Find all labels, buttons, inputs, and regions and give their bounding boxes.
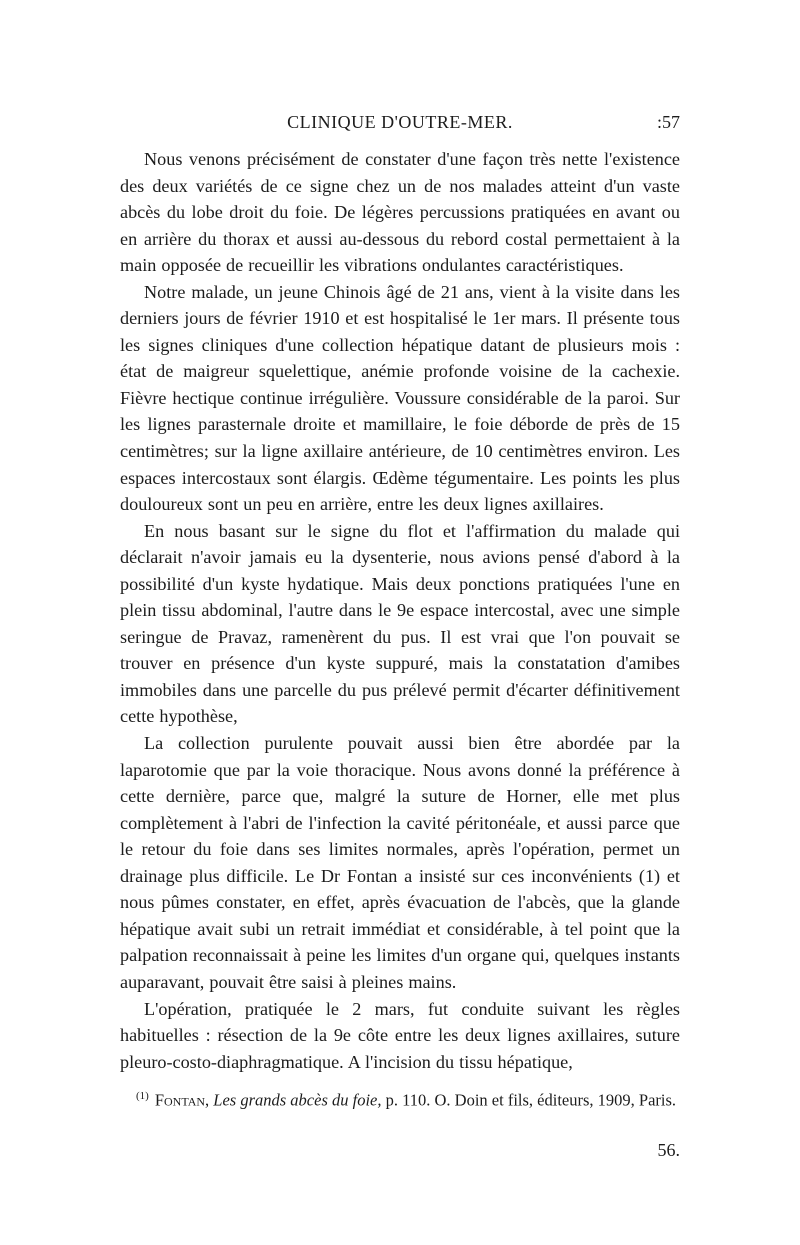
page-header: [120, 112, 680, 142]
footnote-title: Les grands abcès du foie,: [213, 1090, 382, 1110]
paragraph: Notre malade, un jeune Chinois âgé de 21 ans, vient à la visite dans les derniers jours de février 1910 et est hospitalisé le 1er mars. Il présente tous les signes cliniques d'une collection hépatique datant de plusieurs mois : état de maigreur squelettique, anémie profonde voisine de la cachexie. Fièvre hectique continue irrégulière. Voussure considérable de la paroi. Sur les lignes parasternale droite et mamillaire, le foie déborde de près de 15 centimètres; sur la ligne axillaire antérieure, de 10 centimètres environ. Les espaces intercostaux sont élargis. Œdème tégumentaire. Les points les plus douloureux sont un peu en arrière, entre les deux lignes axillaires.: [120, 281, 680, 515]
paragraph: La collection purulente pouvait aussi bien être abordée par la laparotomie que par la voie thoracique. Nous avons donné la préférence à cette dernière, parce que, malgré la suture de Horner, elle met plus complètement à l'abri de l'infection la cavité péritonéale, et aussi parce que le retour du foie dans ses limites normales, après l'opération, permet un drainage plus difficile. Le Dr Fontan a insisté sur ces inconvénients (1) et nous pûmes constater, en effet, après évacuation de l'abcès, que la glande hépatique avait subi un retrait immédiat et considérable, à tel point que la palpation reconnaissait à peine les limites d'un organe qui, quelques instants auparavant, pouvait être saisi à pleines mains.: [120, 733, 680, 992]
running-title: CLINIQUE D'OUTRE-MER.: [287, 112, 513, 132]
footnote-marker: (1): [136, 1090, 149, 1102]
footnote-author: Fontan,: [154, 1090, 210, 1110]
sheet-number: 56.: [657, 1140, 680, 1160]
body-text: [120, 146, 680, 1075]
footnote: [120, 1084, 680, 1113]
paragraph: En nous basant sur le signe du flot et l'affirmation du malade qui déclarait n'avoir jamais eu la dysenterie, nous avions pensé d'abord à la possibilité d'un kyste hydatique. Mais deux ponctions pratiquées l'une en plein tissu abdominal, l'autre dans le 9e espace intercostal, avec une simple seringue de Pravaz, ramenèrent du pus. Il est vrai que l'on pouvait se trouver en présence d'un kyste suppuré, mais la constatation d'amibes immobiles dans une parcelle du pus prélevé permit d'écarter définitivement cette hypothèse,: [120, 520, 680, 727]
paragraph: Nous venons précisément de constater d'une façon très nette l'existence des deux variétés de ce signe chez un de nos malades atteint d'un vaste abcès du lobe droit du foie. De légères percussions pratiquées en avant ou en arrière du thorax et aussi au-dessous du rebord costal permettaient à la main opposée de recueillir les vibrations ondulantes caractéristiques.: [120, 149, 680, 276]
footnote-rest: p. 110. O. Doin et fils, éditeurs, 1909, Paris.: [385, 1090, 677, 1110]
paragraph: L'opération, pratiquée le 2 mars, fut conduite suivant les règles habituelles : résection de la 9e côte entre les deux lignes axillaires, suture pleuro-costo-diaphragmatique. A l'incision du tissu hépatique,: [120, 998, 680, 1072]
page-number: :57: [656, 112, 680, 132]
